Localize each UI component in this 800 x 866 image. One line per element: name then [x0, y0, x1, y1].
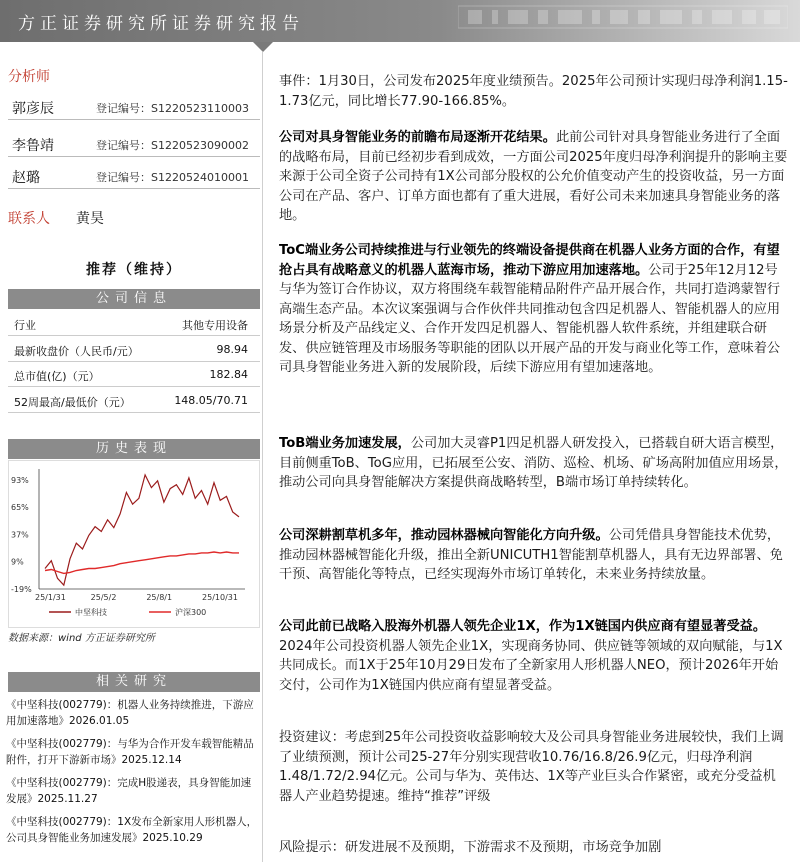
analyst-reg: 登记编号：S1220523110003	[96, 102, 249, 115]
contact-label: 联系人	[8, 211, 50, 227]
paragraph-text: 公司于25年12月12号与华为签订合作协议，双方将围绕车载智能精品附件产品开展合作，共同打造鸿蒙智行高端生态产品。本次议案强调与合作伙伴共同推动包含四足机器人、智能机器人的应用场景分析及产品线定义、合作开发四足机器人、智能机器人软件系统，并组建联合研发、供应链管理及市场服务等职能的团队以开展产品的开发与商业化等工作，意味着公司具身智能业务进入新的发展阶段，后续下游应用有望加速落地。	[279, 262, 781, 375]
watermark-icon	[458, 2, 788, 32]
analyst-label: 分析师	[8, 69, 50, 85]
contact-name: 黄昊	[76, 211, 104, 227]
analyst-name: 郭彦辰	[12, 101, 54, 117]
history-bar: 历史表现	[8, 439, 260, 459]
body-paragraph	[279, 434, 789, 493]
paragraph-text: 公司凭借具身智能技术优势，推动园林器械智能化升级，推出全新UNICUTH1智能割草机器人，具有无边界部署、免干预、高智能化等特点，已经实现海外市场订单转化，未来业务持续放量。	[279, 528, 783, 582]
report-header	[0, 0, 800, 42]
recommendation: 推荐（维持）	[86, 262, 182, 278]
related-item[interactable]: 《中坚科技(002779)：1X发布全新家用人形机器人，公司具身智能业务加速发展》2025.10.29	[6, 816, 258, 844]
divider	[8, 156, 260, 157]
related-item[interactable]: 《中坚科技(002779)：机器人业务持续推进，下游应用加速落地》2026.01.05	[6, 699, 254, 727]
x-tick-label: 25/1/31	[35, 593, 66, 602]
paragraph-lead: 公司此前已战略入股海外机器人领先企业1X，作为1X链国内供应商有望显著受益。	[279, 619, 767, 634]
paragraph-text: 2024年公司投资机器人领先企业1X，实现商务协同、供应链等领域的双向赋能，与1X共同成长。而1X于25年10月29日发布了全新家用人形机器人NEO，预计2026年开始交付，公司作为1X链国内供应商有望显著受益。	[279, 638, 783, 693]
legend-label: 沪深300	[175, 608, 207, 617]
investment-paragraph: 投资建议：考虑到25年公司投资收益影响较大及公司具身智能业务进展较快，我们上调了业绩预测，预计公司25-27年分别实现营收10.76/16.8/26.9亿元，归母净利润1.48/1.72/2.94亿元。公司与华为、英伟达、1X等产业巨头合作紧密，或充分受益机器人产业趋势提速。维持“推荐”评级	[279, 730, 784, 804]
left-sidebar	[0, 42, 262, 866]
series-line	[45, 552, 239, 573]
paragraph-lead: ToB端业务加速发展，	[279, 436, 411, 451]
data-source: 数据来源：wind 方正证券研究所	[8, 633, 155, 644]
info-value: 148.05/70.71	[174, 394, 248, 407]
related-item[interactable]: 《中坚科技(002779)：完成H股递表，具身智能加速发展》2025.11.27	[6, 777, 252, 805]
x-tick-label: 25/10/31	[202, 593, 238, 602]
event-paragraph: 事件：1月30日，公司发布2025年度业绩预告。2025年公司预计实现归母净利润1.15-1.73亿元，同比增长77.90-166.85%。	[279, 74, 788, 109]
y-tick-label: 65%	[11, 503, 29, 513]
analyst-reg: 登记编号：S1220523090002	[96, 139, 249, 152]
divider	[8, 119, 260, 120]
header-title: 方正证券研究所证券研究报告	[18, 14, 304, 34]
info-row	[8, 338, 260, 362]
x-tick-label: 25/8/1	[146, 593, 173, 602]
y-tick-label: 9%	[11, 557, 24, 567]
report-body	[262, 52, 794, 862]
analyst-row	[8, 131, 260, 157]
analyst-row	[8, 163, 260, 189]
analyst-name: 李鲁靖	[12, 138, 54, 154]
body-paragraph	[279, 241, 789, 378]
legend-label: 中坚科技	[75, 608, 107, 617]
y-tick-label: 37%	[11, 530, 29, 540]
y-tick-label: -19%	[11, 585, 32, 594]
info-value: 其他专用设备	[182, 319, 248, 332]
related-bar: 相关研究	[8, 672, 260, 692]
info-value: 182.84	[209, 368, 248, 381]
company-info-bar: 公司信息	[8, 289, 260, 309]
body-paragraph	[279, 128, 789, 226]
body-paragraph	[279, 526, 789, 585]
analyst-row	[8, 94, 260, 120]
paragraph-text: 公司加大灵睿P1四足机器人研发投入，已搭载自研大语言模型，目前侧重ToB、ToG应用，已拓展至公安、消防、巡检、机场、矿场高附加值应用场景，推动公司向具身智能解决方案提供商战略转型，B端市场订单持续转化。	[279, 436, 788, 490]
analyst-reg: 登记编号：S1220524010001	[96, 171, 249, 184]
paragraph-lead: 公司对具身智能业务的前瞻布局逐渐开花结果。	[279, 130, 556, 145]
info-row	[8, 389, 260, 413]
body-paragraph	[279, 617, 789, 695]
paragraph-lead: 公司深耕割草机多年，推动园林器械向智能化方向升级。	[279, 528, 609, 543]
analyst-name: 赵璐	[12, 170, 40, 186]
y-tick-label: 93%	[11, 475, 29, 485]
risk-paragraph: 风险提示：研发进展不及预期，下游需求不及预期，市场竞争加剧	[279, 840, 662, 855]
info-label: 行业	[14, 319, 36, 332]
related-item[interactable]: 《中坚科技(002779)：与华为合作开发车载智能精品附件，打开下游新市场》2025.12.14	[6, 738, 254, 766]
info-row	[8, 312, 260, 336]
history-chart	[8, 460, 260, 628]
paragraph-text: 此前公司针对具身智能业务进行了全面的战略布局，目前已经初步看到成效，一方面公司2025年度归母净利润提升的影响主要来源于公司全资子公司持有1X公司部分股权的公允价值变动产生的投资收益，另一方面公司在产品、客户、订单方面也都有了重大进展，看好公司未来加速具身智能业务的落地。	[279, 130, 788, 223]
series-line	[45, 475, 239, 585]
x-tick-label: 25/5/2	[90, 593, 117, 602]
paragraph-lead: ToC端业务公司持续推进与行业领先的终端设备提供商在机器人业务方面的合作，有望抢占具有战略意义的机器人蓝海市场，推动下游应用加速落地。	[279, 243, 780, 278]
info-label: 52周最高/最低价（元）	[14, 396, 131, 409]
info-row	[8, 363, 260, 387]
info-value: 98.94	[216, 343, 248, 356]
divider	[8, 188, 260, 189]
info-label: 最新收盘价（人民币/元）	[14, 345, 139, 358]
info-label: 总市值(亿)（元）	[14, 370, 100, 383]
chart-svg	[9, 461, 259, 627]
